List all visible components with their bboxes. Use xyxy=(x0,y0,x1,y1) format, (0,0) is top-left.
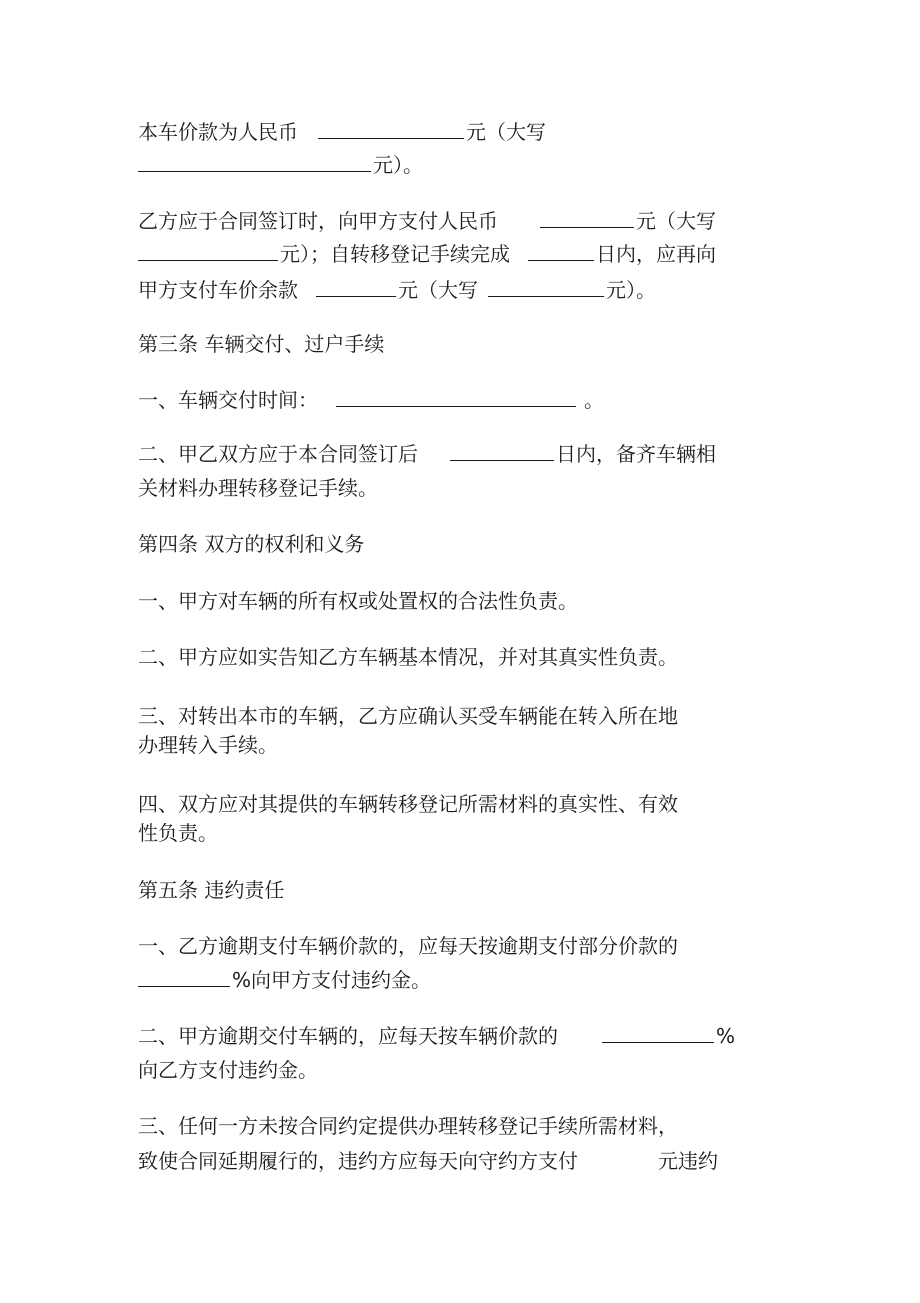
price-amount-blank[interactable] xyxy=(318,118,464,139)
price-line-1 xyxy=(138,118,546,144)
payment-amount-blank[interactable] xyxy=(540,207,634,228)
a5-item1-line2-suffix: %向甲方支付违约金。 xyxy=(232,968,432,992)
late-delivery-rate-blank[interactable] xyxy=(602,1022,714,1043)
payment-line2-suffix: 日内，应再向 xyxy=(596,242,716,266)
payment-prefix: 乙方应于合同签订时，向甲方支付人民币 xyxy=(138,209,498,233)
a5-item-3-line-2 xyxy=(138,1149,718,1173)
a3-item-2-line-2: 关材料办理转移登记手续。 xyxy=(138,476,378,500)
a3-item-2-line-1 xyxy=(138,440,716,466)
a5-item-2-line-2: 向乙方支付违约金。 xyxy=(138,1058,318,1082)
payment-line1-suffix: 元（大写 xyxy=(636,209,716,233)
article-4-title: 第四条 双方的权利和义务 xyxy=(138,532,365,556)
a4-item-4-line-1: 四、双方应对其提供的车辆转移登记所需材料的真实性、有效 xyxy=(138,792,678,816)
a3-item-1 xyxy=(138,386,604,412)
payment-line3-suffix: 元）。 xyxy=(606,278,656,302)
a4-item-1: 一、甲方对车辆的所有权或处置权的合法性负责。 xyxy=(138,589,578,613)
a5-item-1-line-1: 一、乙方逾期支付车辆价款的，应每天按逾期支付部分价款的 xyxy=(138,934,678,958)
a4-item-4-line-2: 性负责。 xyxy=(138,821,218,845)
late-payment-rate-blank[interactable] xyxy=(138,966,230,987)
payment-words-blank[interactable] xyxy=(138,240,278,261)
payment-line3-mid: 元（大写 xyxy=(398,278,478,302)
prep-days-blank[interactable] xyxy=(450,440,554,461)
a5-item3-line2-suffix: 元违约 xyxy=(658,1149,718,1173)
article-3-title: 第三条 车辆交付、过户手续 xyxy=(138,332,385,356)
price-prefix: 本车价款为人民币 xyxy=(138,120,298,144)
payment-line-1 xyxy=(138,207,716,233)
a5-item-1-line-2 xyxy=(138,966,431,992)
a4-item-2: 二、甲方应如实告知乙方车辆基本情况，并对其真实性负责。 xyxy=(138,645,678,669)
article-5-title: 第五条 违约责任 xyxy=(138,878,285,902)
a5-item2-suffix: % xyxy=(716,1024,736,1048)
a5-item3-line2-prefix: 致使合同延期履行的，违约方应每天向守约方支付 xyxy=(138,1149,578,1173)
payment-line-2 xyxy=(138,240,716,266)
a5-item2-prefix: 二、甲方逾期交付车辆的，应每天按车辆价款的 xyxy=(138,1024,558,1048)
balance-words-blank[interactable] xyxy=(488,276,604,297)
a5-item-3-line-1: 三、任何一方未按合同约定提供办理转移登记手续所需材料， xyxy=(138,1114,678,1138)
a3-item2-prefix: 二、甲乙双方应于本合同签订后 xyxy=(138,442,418,466)
price-suffix: 元（大写 xyxy=(466,120,546,144)
payment-line3-prefix: 甲方支付车价余款 xyxy=(138,278,298,302)
price-line-2 xyxy=(138,151,423,177)
a4-item-3-line-2: 办理转入手续。 xyxy=(138,733,278,757)
a3-item2-suffix: 日内，备齐车辆相 xyxy=(556,442,716,466)
payment-line-3 xyxy=(138,276,656,302)
balance-amount-blank[interactable] xyxy=(316,276,396,297)
price-words-blank[interactable] xyxy=(138,151,371,172)
a3-item1-prefix: 一、车辆交付时间： xyxy=(138,388,318,412)
payment-line2-mid: 元）；自转移登记手续完成 xyxy=(280,242,510,266)
a5-item-2-line-1 xyxy=(138,1022,735,1048)
a3-item1-suffix: 。 xyxy=(584,388,604,412)
payment-days-blank[interactable] xyxy=(528,240,594,261)
delivery-time-blank[interactable] xyxy=(336,386,576,407)
price-line2-suffix: 元）。 xyxy=(373,153,423,177)
a4-item-3-line-1: 三、对转出本市的车辆，乙方应确认买受车辆能在转入所在地 xyxy=(138,704,678,728)
